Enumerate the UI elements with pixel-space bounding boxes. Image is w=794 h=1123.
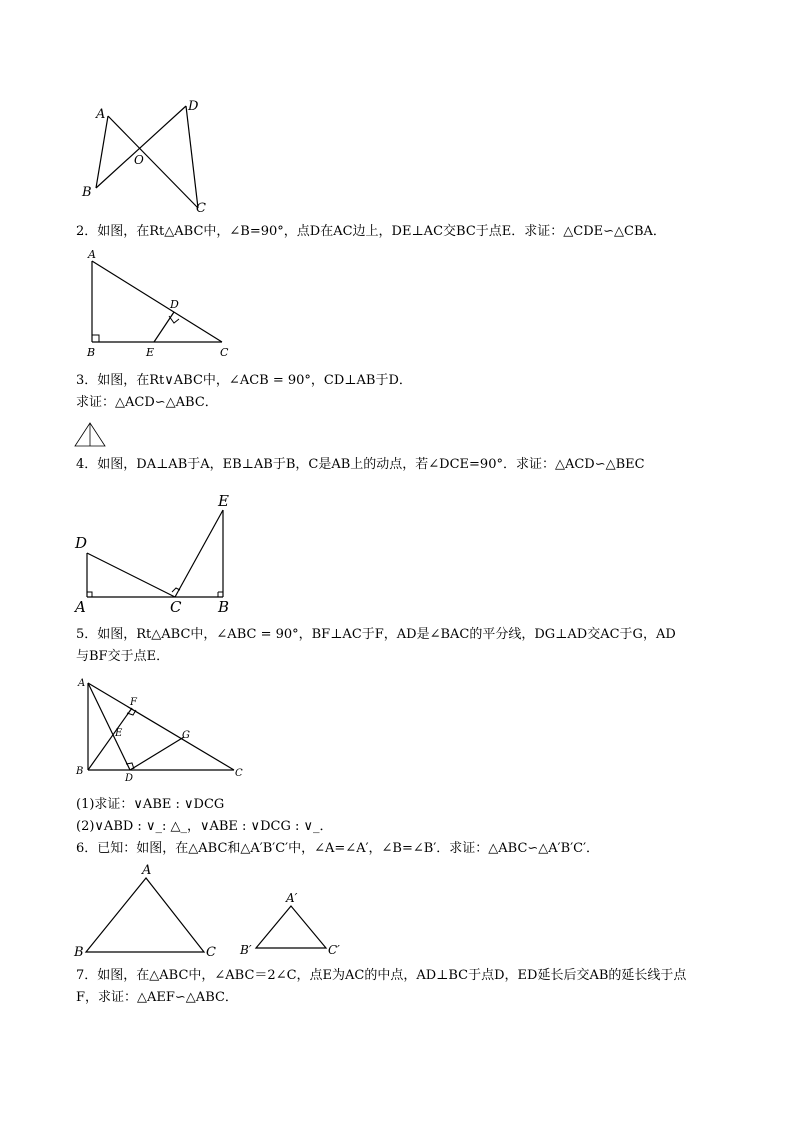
label-B: B (76, 766, 84, 777)
label-G: G (182, 730, 190, 741)
problem-5-part-2: (2)∨ABD : ∨_: △_，∨ABE : ∨DCG : ∨_． (76, 819, 333, 834)
problem-2-figure (84, 246, 234, 362)
label-B: B (82, 185, 92, 200)
label-B-prime: B′ (240, 943, 252, 957)
label-O: O (134, 153, 144, 167)
problem-7-line-1: 7．如图，在△ABC中，∠ABC＝2∠C，点E为AC的中点，AD⊥BC于点D，ED延长后交AB的延长线于点 (76, 968, 687, 983)
problem-6-text: 6．已知：如图，在△ABC和△A′B′C′中，∠A=∠A′，∠B=∠B′．求证：△ABC∽△A′B′C′． (76, 841, 600, 856)
label-E: E (115, 728, 123, 739)
problem-7-line-2: F，求证：△AEF∽△ABC． (76, 990, 238, 1005)
label-D: D (125, 773, 134, 784)
label-C: C (196, 201, 206, 216)
label-B: B (218, 598, 230, 616)
label-A: A (75, 598, 86, 616)
problem-5-part-1: (1)求证：∨ABE : ∨DCG (76, 797, 225, 812)
label-E: E (146, 346, 155, 359)
problem-3-line-1: 3．如图，在Rt∨ABC中，∠ACB = 90°，CD⊥AB于D． (76, 373, 412, 388)
label-B: B (87, 346, 96, 359)
label-F: F (130, 697, 137, 708)
label-A: A (78, 678, 86, 689)
label-D: D (188, 99, 199, 114)
label-B: B (74, 945, 84, 960)
problem-5-line-2: 与BF交于点E． (76, 649, 170, 664)
label-D: D (170, 298, 179, 311)
label-C: C (235, 768, 243, 779)
label-A-prime: A′ (286, 891, 298, 905)
problem-3-line-2: 求证：△ACD∽△ABC． (76, 395, 218, 410)
label-A: A (96, 107, 106, 122)
problem-2-text: 2．如图，在Rt△ABC中，∠B=90°，点D在AC边上，DE⊥AC交BC于点E．求证：△CDE∽△CBA． (76, 224, 666, 239)
problem-5-figure (72, 674, 252, 784)
label-A: A (142, 863, 152, 878)
label-A: A (88, 248, 96, 261)
problem-3-small-figure (72, 420, 108, 450)
bowtie-figure (76, 96, 216, 220)
label-D: D (75, 534, 88, 552)
problem-6-figure (72, 860, 362, 960)
label-C: C (206, 945, 216, 960)
problem-5-line-1: 5．如图，Rt△ABC中，∠ABC = 90°，BF⊥AC于F，AD是∠BAC的平分线，DG⊥AD交AC于G，AD (76, 627, 676, 642)
label-C: C (220, 346, 229, 359)
problem-4-text: 4．如图，DA⊥AB于A，EB⊥AB于B，C是AB上的动点，若∠DCE=90°．求证：△ACD∽△BEC (76, 457, 645, 472)
label-C: C (170, 598, 182, 616)
problem-4-figure (70, 486, 250, 618)
label-E: E (218, 492, 229, 510)
label-C-prime: C′ (328, 943, 340, 957)
